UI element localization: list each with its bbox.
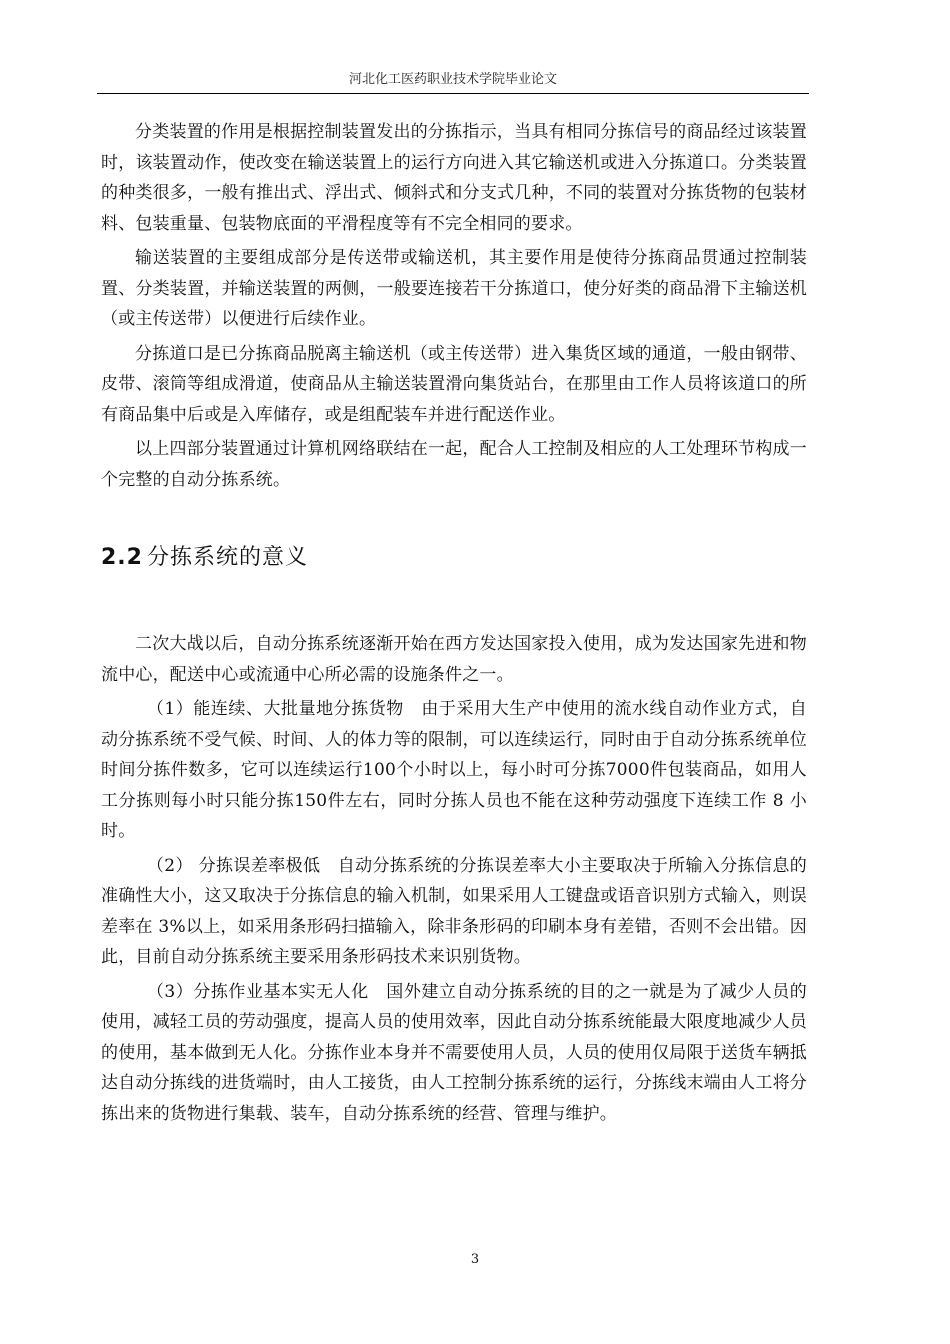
paragraph-sorting-device: 分类装置的作用是根据控制装置发出的分拣指示，当具有相同分拣信号的商品经过该装置时，该装置动作，使改变在输送装置上的运行方向进入其它输送机或进入分拣道口。分类装置的种类很多，一般有推出式、浮出式、倾斜式和分支式几种，不同的装置对分拣货物的包装材料、包装重量、包装物底面的平滑程度等有不完全相同的要求。 [101,122,807,234]
paragraph-point-3: （3）分拣作业基本实无人化 国外建立自动分拣系统的目的之一就是为了减少人员的使用，减轻工员的劳动强度，提高人员的使用效率，因此自动分拣系统能最大限度地减少人员的使用，基本做到无人化。分拣作业本身并不需要使用人员，人员的使用仅局限于送货车辆抵达自动分拣线的进货端时，由人工接货，由人工控制分拣系统的运行，分拣线末端由人工将分拣出来的货物进行集载、装车，自动分拣系统的经营、管理与维护。 [101,981,807,1124]
page-header: 河北化工医药职业技术学院毕业论文 [97,68,809,94]
paragraph-history: 二次大战以后，自动分拣系统逐渐开始在西方发达国家投入使用，成为发达国家先进和物流中心，配送中心或流通中心所必需的设施条件之一。 [101,634,807,685]
paragraph-point-2: （2） 分拣误差率极低 自动分拣系统的分拣误差率大小主要取决于所输入分拣信息的准确性大小，这又取决于分拣信息的输入机制，如果采用人工键盘或语音识别方式输入，则误差率在 3%以上，如采用条形码扫描输入，除非条形码的印刷本身有差错，否则不会出错。因此，目前自动分拣系统主要采用条形码技术来识别货物。 [101,855,807,967]
paragraph-point-1: （1）能连续、大批量地分拣货物 由于采用大生产中使用的流水线自动作业方式，自动分拣系统不受气候、时间、人的体力等的限制，可以连续运行，同时由于自动分拣系统单位时间分拣件数多，它可以连续运行100个小时以上，每小时可分拣7000件包装商品，如用人工分拣则每小时只能分拣150件左右，同时分拣人员也不能在这种劳动强度下连续工作 8 小时。 [101,699,807,841]
page-body [101,117,807,1129]
section-number: 2.2 [101,545,143,570]
page-number: 3 [470,1252,480,1267]
section-title: 分拣系统的意义 [146,545,308,570]
paragraph-sorting-outlet: 分拣道口是已分拣商品脱离主输送机（或主传送带）进入集货区域的通道，一般由钢带、皮带、滚筒等组成滑道，使商品从主输送装置滑向集货站台，在那里由工作人员将该道口的所有商品集中后或是入库储存，或是组配装车并进行配送作业。 [101,343,807,425]
section-heading [101,540,807,571]
paragraph-system-summary: 以上四部分装置通过计算机网络联结在一起，配合人工控制及相应的人工处理环节构成一个完整的自动分拣系统。 [101,439,807,490]
paragraph-conveyor-device: 输送装置的主要组成部分是传送带或输送机，其主要作用是使待分拣商品贯通过控制装置、分类装置，并输送装置的两侧，一般要连接若干分拣道口，使分好类的商品滑下主输送机（或主传送带）以便进行后续作业。 [101,248,807,329]
